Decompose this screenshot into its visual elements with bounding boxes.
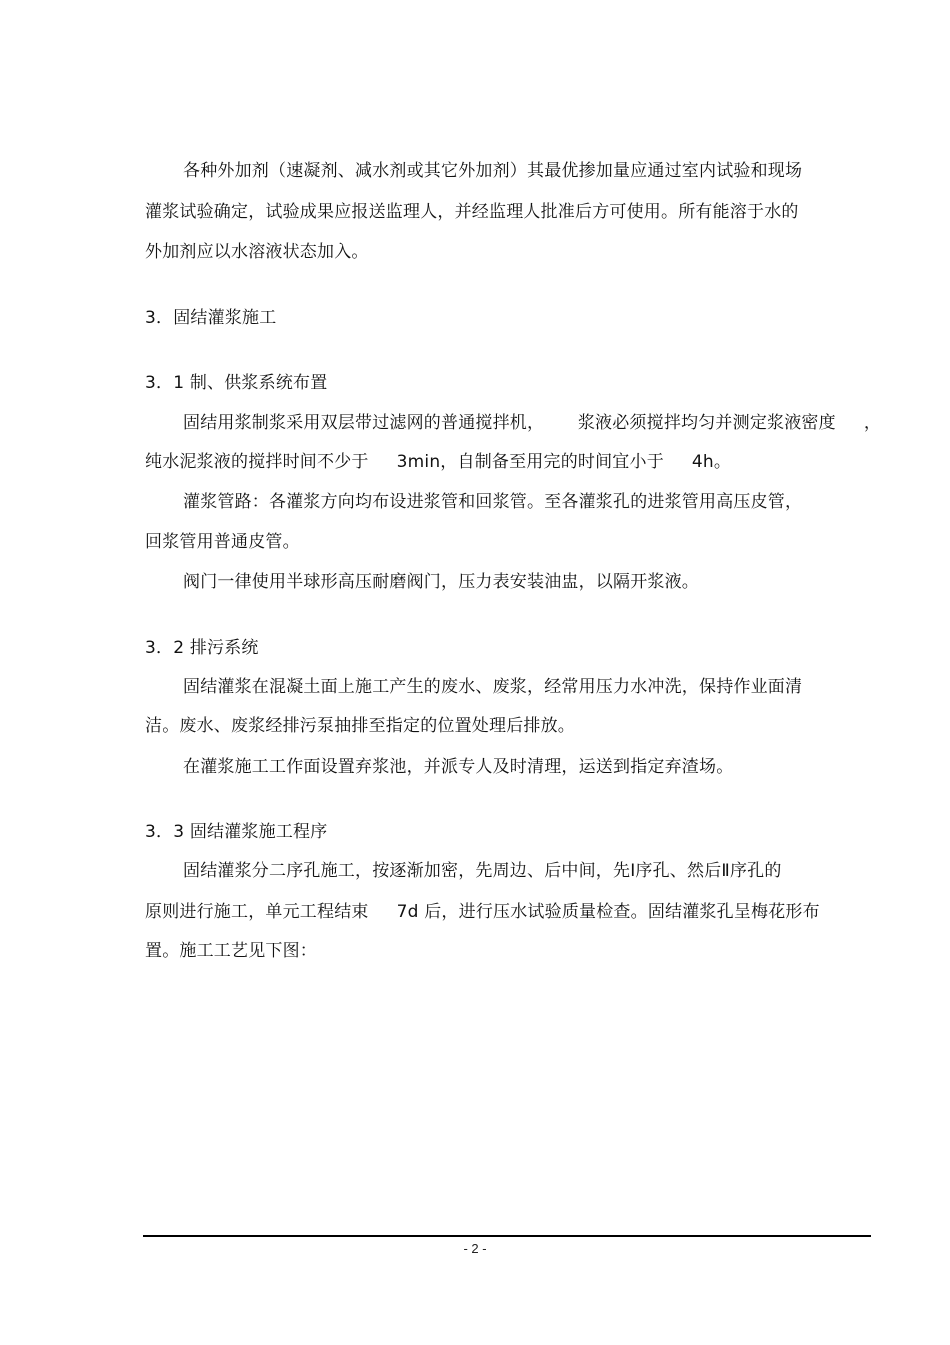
text-line: 外加剂应以水溶液状态加入。 [145,242,369,262]
text-line: 固结用浆制浆采用双层带过滤网的普通搅拌机， 浆液必须搅拌均匀并测定浆液密度 ， [183,413,882,433]
footer-divider [143,1235,871,1237]
text-line: 阀门一律使用半球形高压耐磨阀门，压力表安装油盅，以隔开浆液。 [183,572,699,592]
text-line: 各种外加剂（速凝剂、减水剂或其它外加剂）其最优掺加量应通过室内试验和现场 [183,161,803,181]
section-heading-3-3: 3．3 固结灌浆施工程序 [145,822,328,842]
section-heading-3-2: 3．2 排污系统 [145,638,259,658]
section-heading-3-1: 3．1 制、供浆系统布置 [145,373,328,393]
text-line: 回浆管用普通皮管。 [145,532,300,552]
section-heading-3: 3．固结灌浆施工 [145,308,277,328]
text-line: 原则进行施工，单元工程结束 7d 后，进行压水试验质量检查。固结灌浆孔呈梅花形布 [145,902,820,922]
text-line: 纯水泥浆液的搅拌时间不少于 3min，自制备至用完的时间宜小于 4h。 [145,452,732,472]
text-line: 固结灌浆分二序孔施工，按逐渐加密，先周边、后中间，先Ⅰ序孔、然后Ⅱ序孔的 [183,861,782,881]
text-line: 置。施工工艺见下图： [145,941,317,961]
text-line: 灌浆试验确定，试验成果应报送监理人，并经监理人批准后方可使用。所有能溶于水的 [145,202,799,222]
text-line: 固结灌浆在混凝土面上施工产生的废水、废浆，经常用压力水冲洗，保持作业面清 [183,677,803,697]
text-line: 在灌浆施工工作面设置弃浆池，并派专人及时清理，运送到指定弃渣场。 [183,757,734,777]
text-line: 灌浆管路：各灌浆方向均布设进浆管和回浆管。至各灌浆孔的进浆管用高压皮管， [183,492,803,512]
page-number: - 2 - [463,1241,487,1256]
text-line: 洁。废水、废浆经排污泵抽排至指定的位置处理后排放。 [145,716,575,736]
